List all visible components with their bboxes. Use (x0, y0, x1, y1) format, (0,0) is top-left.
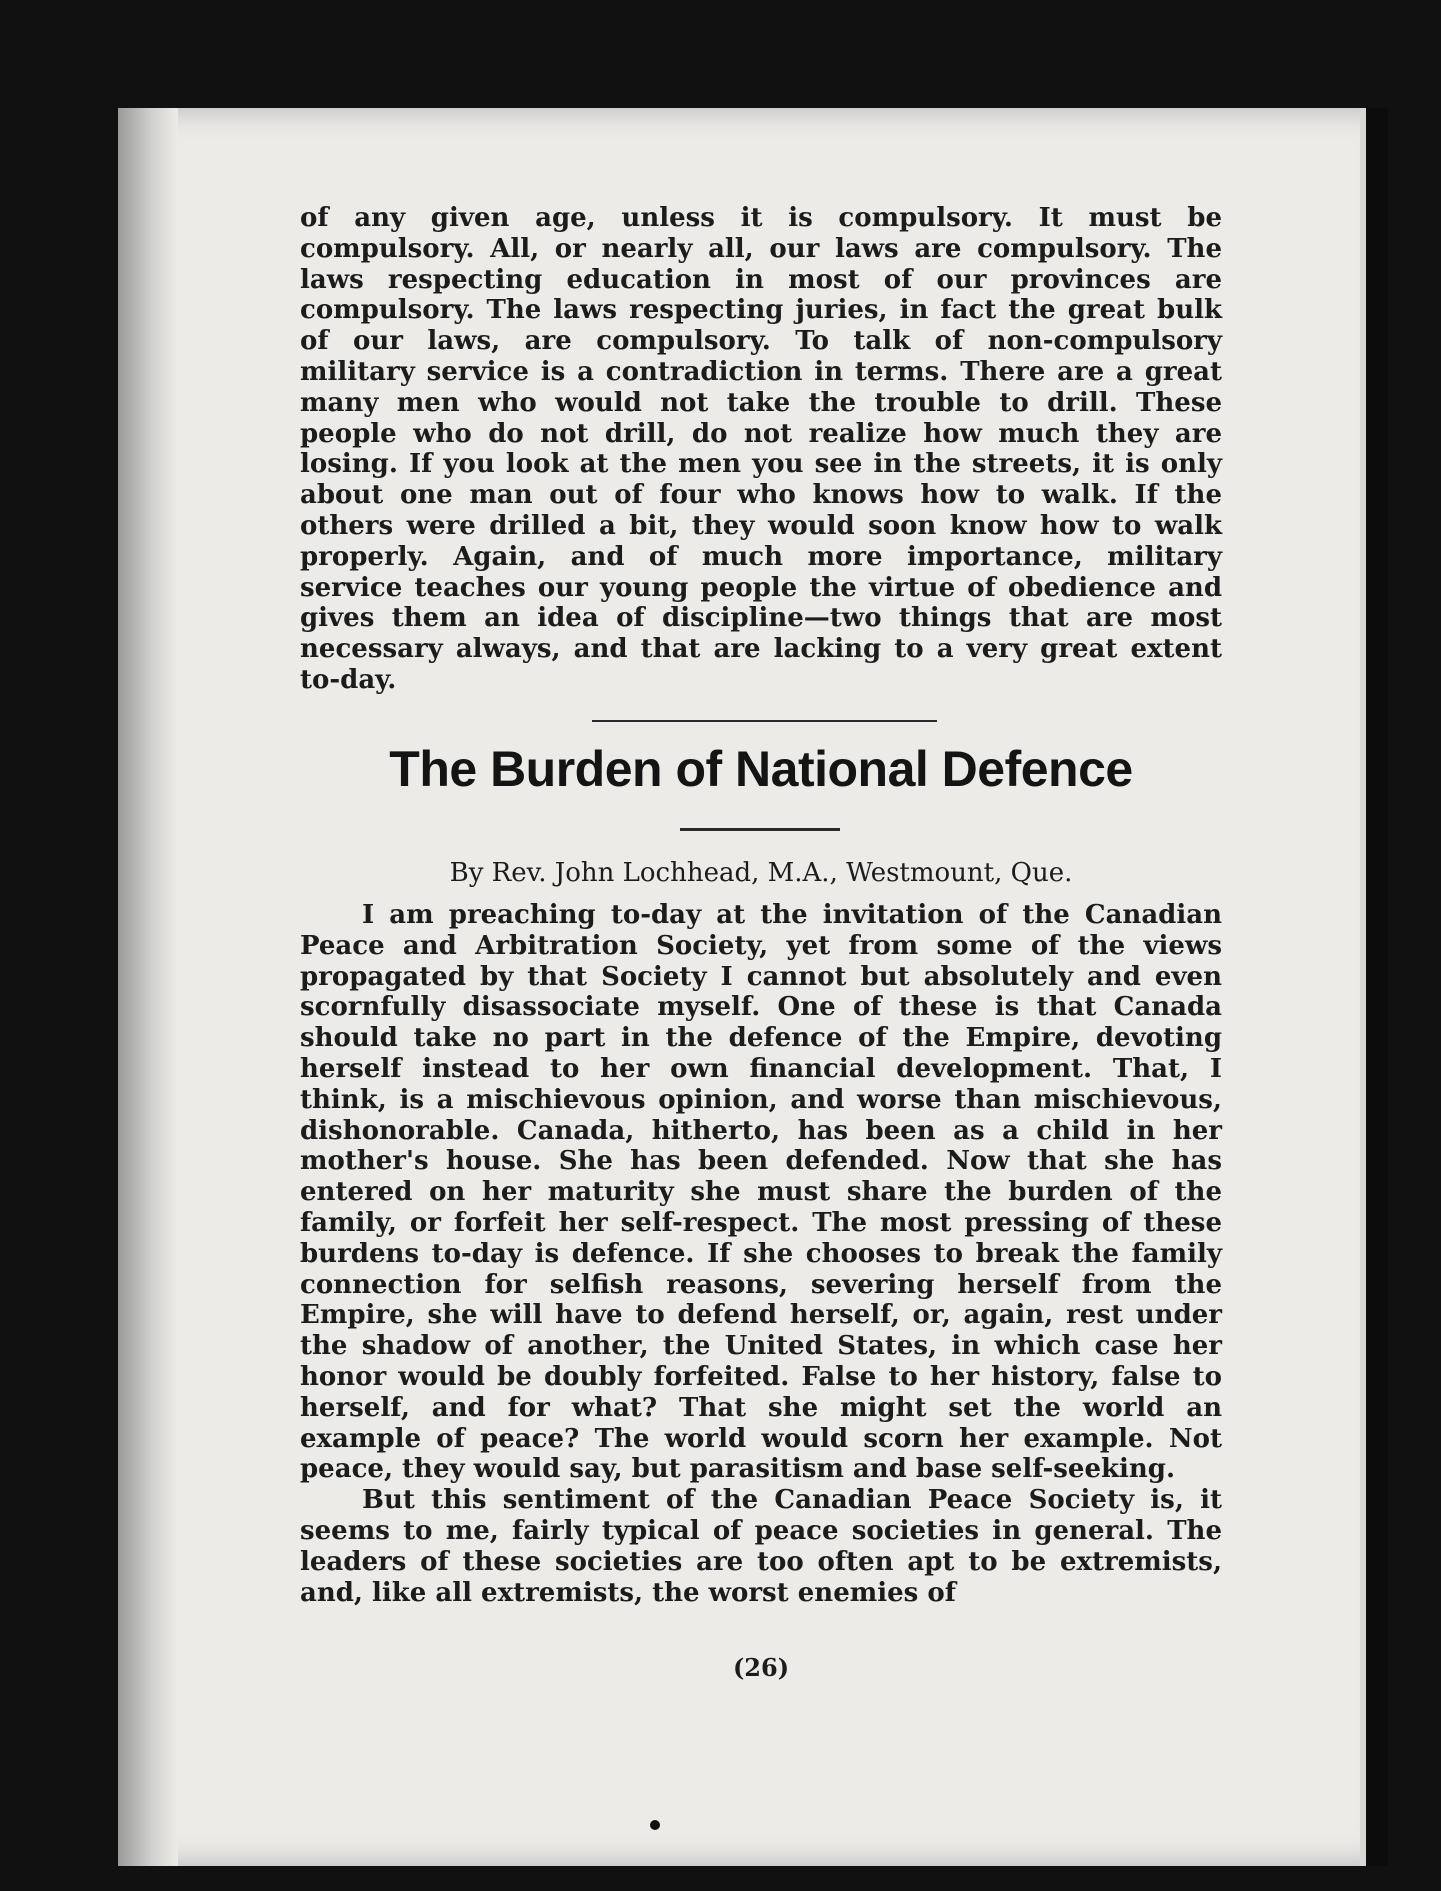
body-paragraph: But this sentiment of the Canadian Peace Society is, it seems to me, fairly typical of peace societies in general. The leaders of these societies are too often apt to be extremists, and, like all extremists, the worst enemies of (300, 1485, 1222, 1608)
title-underline-rule (680, 828, 840, 831)
page-number: (26) (732, 1653, 790, 1682)
continued-paragraph: of any given age, unless it is compulsory. It must be compulsory. All, or nearly all, our laws are compulsory. The laws respecting education in most of our provinces are compulsory. The laws respecting juries, in fact the great bulk of our laws, are compulsory. To talk of non-compulsory military service is a contradiction in terms. There are a great many men who would not take the trouble to drill. These people who do not drill, do not realize how much they are losing. If you look at the men you see in the streets, it is only about one man out of four who knows how to walk. If the others were drilled a bit, they would soon know how to walk properly. Again, and of much more importance, military service teaches our young people the virtue of obedience and gives them an idea of discipline—two things that are most necessary always, and that are lacking to a very great extent to-day. (300, 203, 1222, 695)
body-paragraph: I am preaching to-day at the invitation of the Canadian Peace and Arbitration Society, yet from some of the views propagated by that Society I cannot but absolutely and even scornfully disassociate myself. One of these is that Canada should take no part in the defence of the Empire, devoting herself instead to her own financial development. That, I think, is a mischievous opinion, and worse than mischievous, dishonorable. Canada, hitherto, has been as a child in her mother's house. She has been defended. Now that she has entered on her maturity she must share the burden of the family, or forfeit her self-respect. The most pressing of these burdens to-day is defence. If she chooses to break the family connection for selfish reasons, severing herself from the Empire, she will have to defend herself, or, again, rest under the shadow of another, the United States, in which case her honor would be doubly forfeited. False to her history, false to herself, and for what? That she might set the world an example of peace? The world would scorn her example. Not peace, they would say, but parasitism and base self-seeking. (300, 900, 1222, 1485)
page-right-edge (1366, 108, 1388, 1866)
section-divider-rule (592, 720, 937, 722)
page-binding-shadow (118, 108, 178, 1866)
article-body (300, 900, 1222, 1608)
article-byline: By Rev. John Lochhead, M.A., Westmount, Que. (449, 858, 1073, 888)
scan-speck (650, 1820, 660, 1830)
article-title: The Burden of National Defence (389, 741, 1133, 797)
